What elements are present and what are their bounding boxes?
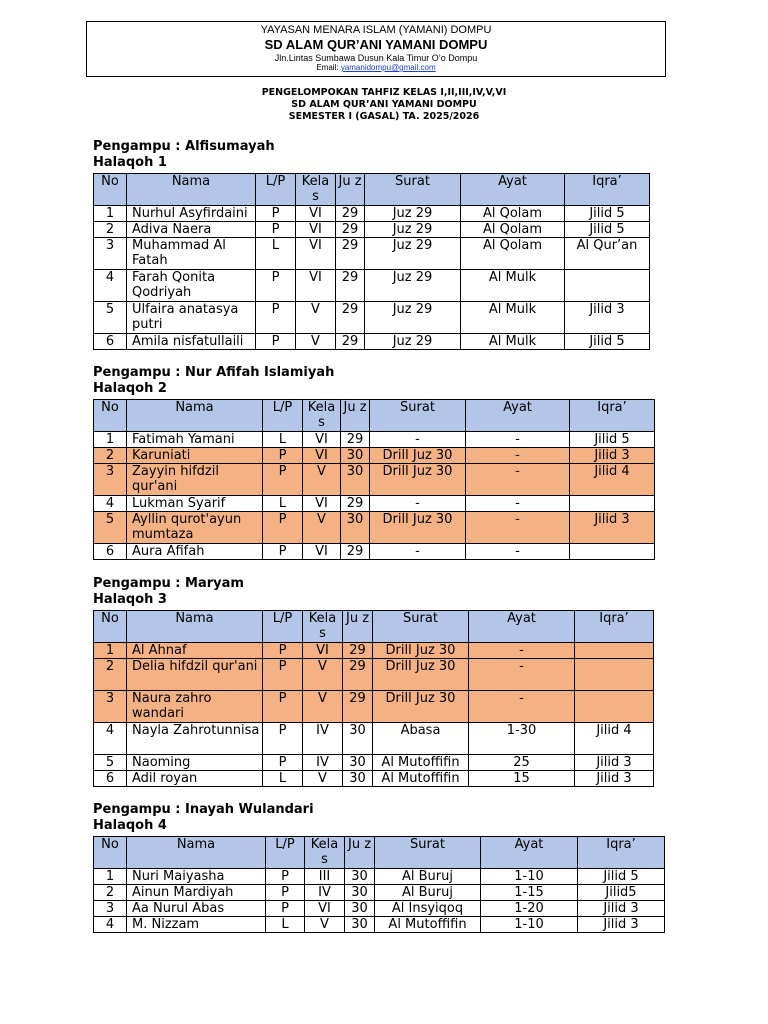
foundation-name: YAYASAN MENARA ISLAM (YAMANI) DOMPU xyxy=(260,24,492,36)
cell-juz: 29 xyxy=(343,691,373,723)
cell-no: 5 xyxy=(94,755,127,771)
cell-no: 6 xyxy=(94,544,127,560)
column-header: Ayat xyxy=(481,837,578,869)
column-header: Iqra’ xyxy=(578,837,665,869)
pengampu-label: Pengampu : Inayah Wulandari xyxy=(93,802,314,817)
letterhead xyxy=(86,21,666,77)
column-header: Nama xyxy=(127,400,263,432)
cell-surat: Juz 29 xyxy=(365,302,461,334)
column-header: Surat xyxy=(370,400,466,432)
cell-ayat: - xyxy=(466,448,570,464)
column-header: Ju z xyxy=(341,400,370,432)
cell-surat: Juz 29 xyxy=(365,206,461,222)
cell-nama: Nurhul Asyfirdaini xyxy=(127,206,256,222)
pengampu-label: Pengampu : Nur Afifah Islamiyah xyxy=(93,365,335,380)
table-row xyxy=(94,448,655,464)
cell-no: 2 xyxy=(94,885,127,901)
cell-lp: P xyxy=(256,222,296,238)
cell-surat: - xyxy=(370,432,466,448)
cell-ayat: 1-10 xyxy=(481,869,578,885)
column-header: L/P xyxy=(266,837,305,869)
cell-kelas: V xyxy=(303,659,343,691)
cell-kelas: VI xyxy=(303,544,341,560)
cell-juz: 30 xyxy=(345,885,375,901)
cell-iqra: Jilid 5 xyxy=(565,222,650,238)
cell-ayat: 1-20 xyxy=(481,901,578,917)
cell-nama: Ulfaira anatasya putri xyxy=(127,302,256,334)
cell-iqra xyxy=(575,691,654,723)
table-header-row xyxy=(94,837,665,869)
halaqoh-3-table xyxy=(93,610,654,787)
table-row xyxy=(94,432,655,448)
table-row xyxy=(94,206,650,222)
table-row xyxy=(94,755,654,771)
cell-ayat: Al Mulk xyxy=(461,334,565,350)
cell-surat: Abasa xyxy=(373,723,469,755)
cell-juz: 29 xyxy=(341,544,370,560)
cell-no: 3 xyxy=(94,691,127,723)
cell-no: 3 xyxy=(94,464,127,496)
column-header: Nama xyxy=(127,837,266,869)
cell-lp: P xyxy=(266,885,305,901)
cell-ayat: - xyxy=(469,659,575,691)
column-header: Kela s xyxy=(305,837,345,869)
column-header: L/P xyxy=(263,611,303,643)
cell-surat: - xyxy=(370,496,466,512)
cell-no: 3 xyxy=(94,238,127,270)
cell-surat: Drill Juz 30 xyxy=(373,691,469,723)
table-row xyxy=(94,723,654,755)
cell-iqra: Jilid 3 xyxy=(575,755,654,771)
cell-nama: Adil royan xyxy=(127,771,263,787)
cell-kelas: VI xyxy=(303,643,343,659)
cell-lp: P xyxy=(266,901,305,917)
cell-juz: 29 xyxy=(336,270,365,302)
group-3-heading xyxy=(93,576,244,608)
cell-iqra xyxy=(575,643,654,659)
cell-surat: Drill Juz 30 xyxy=(373,659,469,691)
cell-no: 1 xyxy=(94,643,127,659)
cell-nama: Adiva Naera xyxy=(127,222,256,238)
doc-title-line3: SEMESTER I (GASAL) TA. 2025/2026 xyxy=(288,111,480,122)
cell-lp: L xyxy=(263,432,303,448)
table-row xyxy=(94,869,665,885)
halaqoh-label: Halaqoh 2 xyxy=(93,381,167,396)
column-header: Ayat xyxy=(461,174,565,206)
cell-kelas: V xyxy=(303,512,341,544)
cell-no: 4 xyxy=(94,723,127,755)
table-row xyxy=(94,222,650,238)
cell-ayat: 1-15 xyxy=(481,885,578,901)
cell-nama: Naoming xyxy=(127,755,263,771)
cell-juz: 30 xyxy=(345,901,375,917)
cell-surat: Al Mutoffifin xyxy=(373,755,469,771)
column-header: Surat xyxy=(373,611,469,643)
cell-juz: 29 xyxy=(336,302,365,334)
cell-juz: 29 xyxy=(336,238,365,270)
doc-title-line1: PENGELOMPOKAN TAHFIZ KELAS I,II,III,IV,V,VI xyxy=(261,87,507,98)
cell-surat: Drill Juz 30 xyxy=(373,643,469,659)
column-header: Surat xyxy=(365,174,461,206)
cell-surat: Al Buruj xyxy=(375,885,481,901)
cell-no: 3 xyxy=(94,901,127,917)
halaqoh-label: Halaqoh 1 xyxy=(93,155,167,170)
cell-kelas: IV xyxy=(303,755,343,771)
cell-lp: P xyxy=(256,302,296,334)
table-row xyxy=(94,643,654,659)
cell-nama: Nuri Maiyasha xyxy=(127,869,266,885)
cell-lp: L xyxy=(256,238,296,270)
column-header: Ayat xyxy=(469,611,575,643)
cell-iqra xyxy=(570,496,655,512)
email-link[interactable]: yamanidompu@gmail.com xyxy=(340,63,436,72)
pengampu-label: Pengampu : Alfisumayah xyxy=(93,139,275,154)
cell-iqra: Jilid 3 xyxy=(578,917,665,933)
cell-surat: Juz 29 xyxy=(365,238,461,270)
cell-kelas: VI xyxy=(296,206,336,222)
group-4-heading xyxy=(93,802,314,834)
cell-juz: 30 xyxy=(345,869,375,885)
cell-iqra xyxy=(565,270,650,302)
group-2-heading xyxy=(93,365,334,397)
school-name: SD ALAM QUR’ANI YAMANI DOMPU xyxy=(264,37,488,52)
cell-ayat: Al Qolam xyxy=(461,206,565,222)
cell-nama: Karuniati xyxy=(127,448,263,464)
cell-surat: Al Mutoffifin xyxy=(375,917,481,933)
cell-iqra: Jilid 3 xyxy=(565,302,650,334)
column-header: Iqra’ xyxy=(570,400,655,432)
cell-no: 4 xyxy=(94,917,127,933)
cell-no: 1 xyxy=(94,432,127,448)
cell-ayat: Al Mulk xyxy=(461,302,565,334)
cell-lp: P xyxy=(256,206,296,222)
column-header: No xyxy=(94,400,127,432)
cell-ayat: - xyxy=(466,496,570,512)
cell-ayat: 1-10 xyxy=(481,917,578,933)
school-address: Jln.Lintas Sumbawa Dusun Kala Timur O’o Dompu xyxy=(274,53,478,63)
cell-juz: 29 xyxy=(336,206,365,222)
cell-juz: 29 xyxy=(341,432,370,448)
cell-iqra: Jilid 3 xyxy=(570,448,655,464)
cell-surat: - xyxy=(370,544,466,560)
column-header: Ju z xyxy=(345,837,375,869)
cell-kelas: VI xyxy=(296,222,336,238)
cell-nama: Naura zahro wandari xyxy=(127,691,263,723)
cell-kelas: IV xyxy=(305,885,345,901)
cell-kelas: V xyxy=(305,917,345,933)
cell-kelas: V xyxy=(296,302,336,334)
column-header: L/P xyxy=(256,174,296,206)
cell-kelas: VI xyxy=(303,448,341,464)
cell-juz: 30 xyxy=(345,917,375,933)
column-header: L/P xyxy=(263,400,303,432)
cell-no: 6 xyxy=(94,771,127,787)
cell-lp: P xyxy=(256,270,296,302)
cell-kelas: VI xyxy=(303,496,341,512)
cell-nama: Ayllin qurot'ayun mumtaza xyxy=(127,512,263,544)
cell-iqra xyxy=(575,659,654,691)
column-header: No xyxy=(94,611,127,643)
cell-nama: Zayyin hifdzil qur'ani xyxy=(127,464,263,496)
cell-ayat: Al Qolam xyxy=(461,238,565,270)
cell-iqra: Jilid 5 xyxy=(570,432,655,448)
doc-title-line2: SD ALAM QUR’ANI YAMANI DOMPU xyxy=(291,99,477,110)
cell-no: 2 xyxy=(94,448,127,464)
cell-lp: P xyxy=(263,643,303,659)
cell-juz: 29 xyxy=(343,643,373,659)
cell-iqra: Jilid 4 xyxy=(570,464,655,496)
cell-no: 1 xyxy=(94,869,127,885)
cell-ayat: 1-30 xyxy=(469,723,575,755)
table-header-row xyxy=(94,611,654,643)
cell-nama: Muhammad Al Fatah xyxy=(127,238,256,270)
halaqoh-2-table xyxy=(93,399,655,560)
group-1-heading xyxy=(93,139,275,171)
table-row xyxy=(94,270,650,302)
table-row xyxy=(94,496,655,512)
cell-kelas: VI xyxy=(303,432,341,448)
cell-nama: Nayla Zahrotunnisa xyxy=(127,723,263,755)
halaqoh-4-table xyxy=(93,836,665,933)
cell-nama: M. Nizzam xyxy=(127,917,266,933)
cell-kelas: V xyxy=(303,464,341,496)
cell-nama: Fatimah Yamani xyxy=(127,432,263,448)
cell-no: 6 xyxy=(94,334,127,350)
cell-kelas: V xyxy=(303,771,343,787)
cell-ayat: Al Mulk xyxy=(461,270,565,302)
cell-nama: Aura Afifah xyxy=(127,544,263,560)
table-row xyxy=(94,544,655,560)
cell-ayat: - xyxy=(469,643,575,659)
cell-lp: P xyxy=(256,334,296,350)
cell-juz: 29 xyxy=(341,496,370,512)
column-header: Ju z xyxy=(336,174,365,206)
cell-iqra: Jilid 5 xyxy=(578,869,665,885)
cell-surat: Al Insyiqoq xyxy=(375,901,481,917)
cell-iqra: Jilid5 xyxy=(578,885,665,901)
table-row xyxy=(94,334,650,350)
cell-lp: P xyxy=(263,723,303,755)
column-header: No xyxy=(94,837,127,869)
cell-ayat: - xyxy=(469,691,575,723)
column-header: Nama xyxy=(127,611,263,643)
cell-lp: L xyxy=(263,771,303,787)
cell-juz: 30 xyxy=(343,771,373,787)
cell-surat: Drill Juz 30 xyxy=(370,464,466,496)
cell-no: 5 xyxy=(94,512,127,544)
cell-nama: Lukman Syarif xyxy=(127,496,263,512)
cell-nama: Al Ahnaf xyxy=(127,643,263,659)
table-row xyxy=(94,771,654,787)
table-row xyxy=(94,917,665,933)
cell-juz: 30 xyxy=(341,464,370,496)
cell-lp: L xyxy=(263,496,303,512)
cell-kelas: VI xyxy=(296,238,336,270)
cell-iqra xyxy=(570,544,655,560)
cell-nama: Delia hifdzil qur'ani xyxy=(127,659,263,691)
cell-ayat: 25 xyxy=(469,755,575,771)
column-header: Kela s xyxy=(296,174,336,206)
cell-iqra: Jilid 3 xyxy=(578,901,665,917)
cell-juz: 30 xyxy=(343,755,373,771)
column-header: Ju z xyxy=(343,611,373,643)
table-row xyxy=(94,238,650,270)
column-header: Iqra’ xyxy=(575,611,654,643)
column-header: Nama xyxy=(127,174,256,206)
cell-ayat: - xyxy=(466,432,570,448)
cell-kelas: IV xyxy=(303,723,343,755)
cell-surat: Al Buruj xyxy=(375,869,481,885)
cell-lp: P xyxy=(266,869,305,885)
cell-surat: Drill Juz 30 xyxy=(370,448,466,464)
cell-surat: Juz 29 xyxy=(365,270,461,302)
cell-kelas: V xyxy=(303,691,343,723)
cell-iqra: Jilid 3 xyxy=(570,512,655,544)
cell-lp: P xyxy=(263,755,303,771)
cell-nama: Aa Nurul Abas xyxy=(127,901,266,917)
cell-kelas: V xyxy=(296,334,336,350)
column-header: Iqra’ xyxy=(565,174,650,206)
cell-no: 5 xyxy=(94,302,127,334)
cell-lp: P xyxy=(263,512,303,544)
cell-juz: 29 xyxy=(336,222,365,238)
cell-no: 2 xyxy=(94,659,127,691)
cell-ayat: - xyxy=(466,544,570,560)
table-row xyxy=(94,302,650,334)
cell-lp: P xyxy=(263,448,303,464)
halaqoh-1-table xyxy=(93,173,650,350)
email-label: Email: xyxy=(316,63,339,72)
table-row xyxy=(94,901,665,917)
column-header: No xyxy=(94,174,127,206)
cell-juz: 30 xyxy=(341,512,370,544)
cell-surat: Juz 29 xyxy=(365,222,461,238)
cell-iqra: Al Qur’an xyxy=(565,238,650,270)
cell-lp: P xyxy=(263,659,303,691)
cell-ayat: - xyxy=(466,464,570,496)
column-header: Surat xyxy=(375,837,481,869)
cell-juz: 29 xyxy=(336,334,365,350)
cell-juz: 29 xyxy=(343,659,373,691)
cell-juz: 30 xyxy=(343,723,373,755)
cell-juz: 30 xyxy=(341,448,370,464)
cell-ayat: 15 xyxy=(469,771,575,787)
cell-nama: Amila nisfatullaili xyxy=(127,334,256,350)
cell-lp: P xyxy=(263,691,303,723)
table-row xyxy=(94,464,655,496)
table-row xyxy=(94,512,655,544)
cell-no: 4 xyxy=(94,496,127,512)
cell-kelas: VI xyxy=(296,270,336,302)
pengampu-label: Pengampu : Maryam xyxy=(93,576,244,591)
cell-ayat: Al Qolam xyxy=(461,222,565,238)
cell-no: 2 xyxy=(94,222,127,238)
cell-surat: Drill Juz 30 xyxy=(370,512,466,544)
cell-nama: Farah Qonita Qodriyah xyxy=(127,270,256,302)
cell-surat: Al Mutoffifin xyxy=(373,771,469,787)
column-header: Kela s xyxy=(303,400,341,432)
cell-iqra: Jilid 4 xyxy=(575,723,654,755)
cell-iqra: Jilid 5 xyxy=(565,334,650,350)
table-header-row xyxy=(94,400,655,432)
table-row xyxy=(94,885,665,901)
cell-no: 1 xyxy=(94,206,127,222)
table-header-row xyxy=(94,174,650,206)
halaqoh-label: Halaqoh 3 xyxy=(93,592,167,607)
cell-kelas: VI xyxy=(305,901,345,917)
cell-surat: Juz 29 xyxy=(365,334,461,350)
cell-no: 4 xyxy=(94,270,127,302)
cell-kelas: III xyxy=(305,869,345,885)
table-row xyxy=(94,659,654,691)
column-header: Ayat xyxy=(466,400,570,432)
cell-iqra: Jilid 5 xyxy=(565,206,650,222)
cell-iqra: Jilid 3 xyxy=(575,771,654,787)
column-header: Kela s xyxy=(303,611,343,643)
halaqoh-label: Halaqoh 4 xyxy=(93,818,167,833)
cell-lp: L xyxy=(266,917,305,933)
cell-lp: P xyxy=(263,544,303,560)
cell-ayat: - xyxy=(466,512,570,544)
email-line xyxy=(87,63,665,72)
cell-nama: Ainun Mardiyah xyxy=(127,885,266,901)
table-row xyxy=(94,691,654,723)
cell-lp: P xyxy=(263,464,303,496)
